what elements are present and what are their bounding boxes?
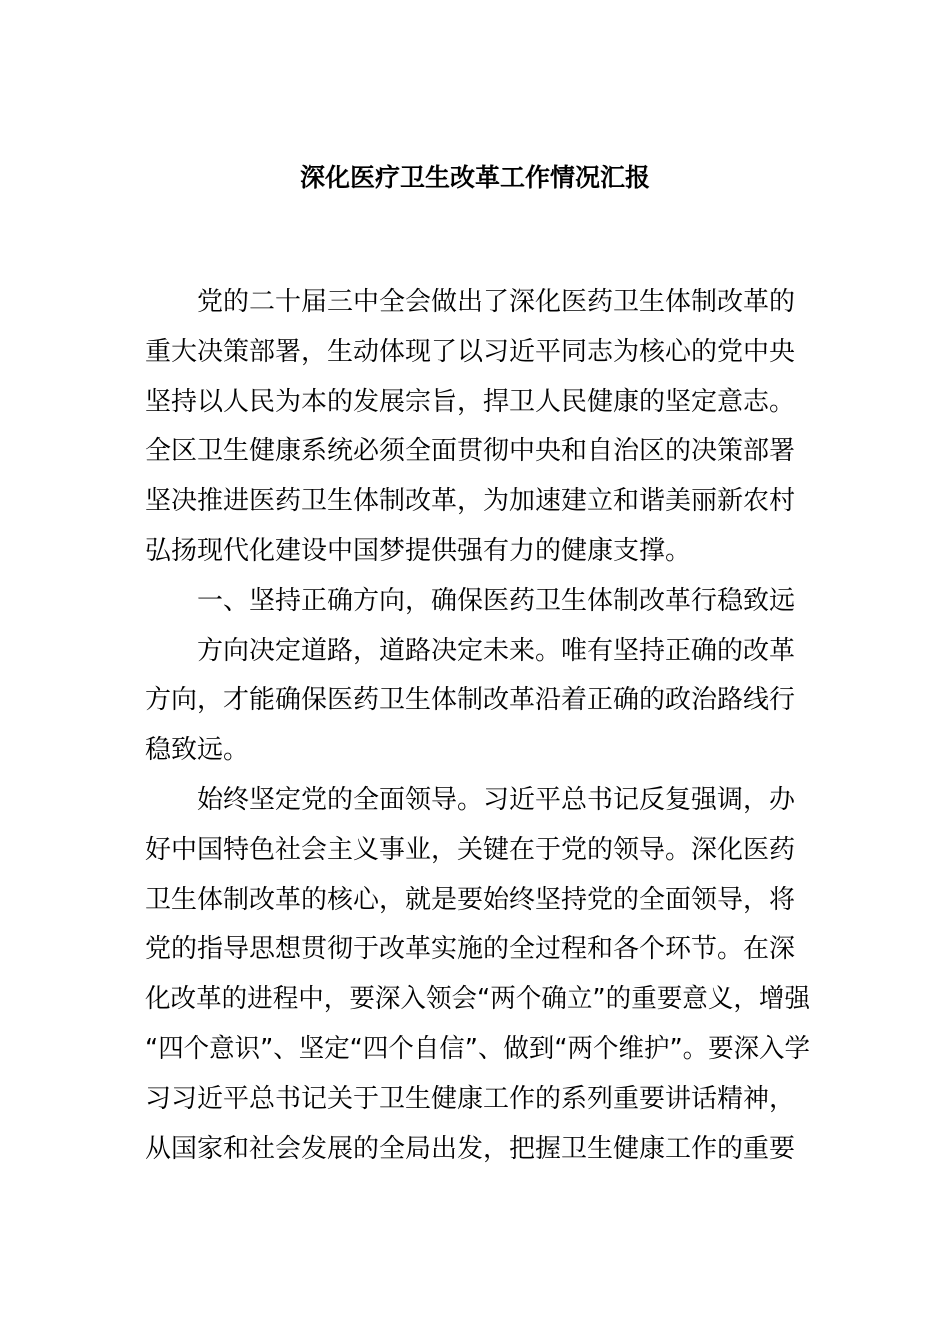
text-line: 党的指导思想贯彻于改革实施的全过程和各个环节。在深 [145,934,796,965]
text-line: 方向决定道路，道路决定未来。唯有坚持正确的改革 [197,635,796,666]
text-line: 从国家和社会发展的全局出发，把握卫生健康工作的重要 [145,1133,796,1164]
text-line: “四个意识”、坚定“四个自信”、做到“两个维护”。要深入学 [145,1033,810,1064]
text-line: 重大决策部署，生动体现了以习近平同志为核心的党中央 [145,336,796,367]
text-line: 方向，才能确保医药卫生体制改革沿着正确的政治路线行 [145,685,796,716]
text-line: 化改革的进程中，要深入领会“两个确立”的重要意义，增强 [145,984,810,1015]
text-line: 党的二十届三中全会做出了深化医药卫生体制改革的 [197,287,796,317]
text-line: 坚决推进医药卫生体制改革，为加速建立和谐美丽新农村 [145,486,796,517]
text-line: 坚持以人民为本的发展宗旨，捍卫人民健康的坚定意志。 [145,386,796,417]
text-line: 全区卫生健康系统必须全面贯彻中央和自治区的决策部署 [145,436,796,467]
document-title: 深化医疗卫生改革工作情况汇报 [299,163,650,192]
text-line: 一、坚持正确方向，确保医药卫生体制改革行稳致远 [197,585,796,616]
text-line: 始终坚定党的全面领导。习近平总书记反复强调，办 [197,784,796,815]
text-line: 习习近平总书记关于卫生健康工作的系列重要讲话精神， [145,1083,796,1114]
text-line: 稳致远。 [145,735,250,766]
text-line: 卫生体制改革的核心，就是要始终坚持党的全面领导，将 [145,884,796,915]
text-line: 弘扬现代化建设中国梦提供强有力的健康支撑。 [145,535,692,566]
text-line: 好中国特色社会主义事业，关键在于党的领导。深化医药 [145,834,796,865]
document-body [145,278,810,1174]
